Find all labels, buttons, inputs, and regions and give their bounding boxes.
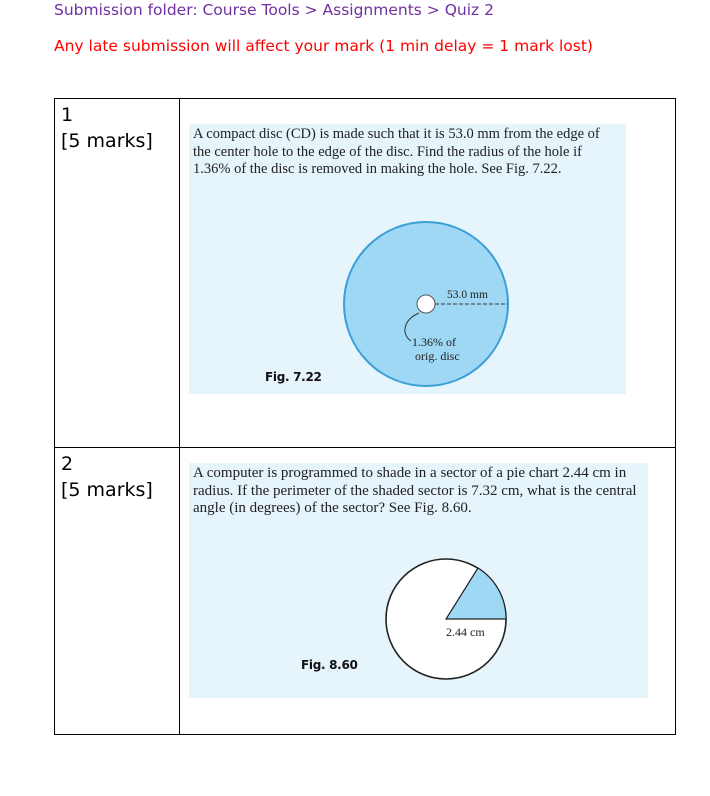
radius-label: 2.44 cm — [446, 625, 485, 639]
question-number-cell — [55, 448, 180, 735]
question-text: A computer is programmed to shade in a sector of a pie chart 2.44 cm in radius. If the perimeter of the shaded sector is 7.32 cm, what is the central angle (in degrees) of the sector? See Fig. 8.60. — [193, 465, 637, 516]
pie-chart-figure — [189, 463, 648, 698]
quiz-table — [54, 98, 676, 735]
question-marks: [5 marks] — [61, 479, 153, 501]
dimension-label: 53.0 mm — [447, 289, 488, 301]
submission-folder-text: Submission folder: Course Tools > Assignments > Quiz 2 — [54, 1, 494, 19]
late-submission-notice: Any late submission will affect your mark (1 min delay = 1 mark lost) — [54, 37, 593, 55]
question-number: 1 — [61, 104, 74, 126]
question-content-cell — [180, 99, 676, 448]
cd-disc-figure — [189, 124, 626, 394]
question-content-cell — [180, 448, 676, 735]
hole-label-line2: orig. disc — [415, 349, 460, 363]
hole-label-line1: 1.36% of — [412, 335, 456, 349]
figure-caption: Fig. 7.22 — [265, 370, 322, 384]
question-number-cell — [55, 99, 180, 448]
question-row — [55, 448, 676, 735]
question-figure-panel — [189, 463, 648, 698]
question-row — [55, 99, 676, 448]
question-number: 2 — [61, 453, 74, 475]
question-figure-panel — [189, 124, 626, 394]
question-marks: [5 marks] — [61, 130, 153, 152]
figure-caption: Fig. 8.60 — [301, 658, 358, 672]
question-text: A compact disc (CD) is made such that it is 53.0 mm from the edge of the center hole to the edge of the disc. Find the radius of the hole if 1.36% of the disc is removed in making the hole. See Fig. 7.22. — [193, 126, 600, 177]
center-hole — [417, 295, 435, 313]
